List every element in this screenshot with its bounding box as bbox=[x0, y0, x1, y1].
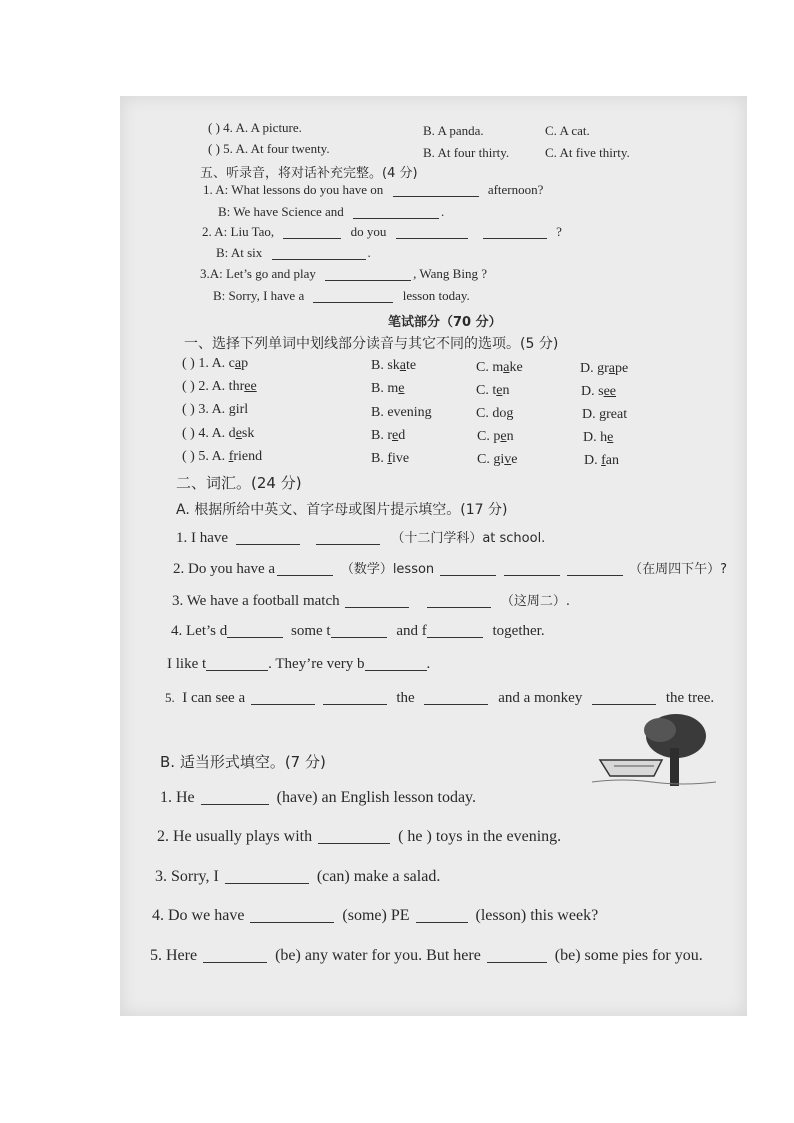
dialog-2a: 2. A: Liu Tao, do you ? bbox=[202, 224, 562, 239]
answer-blank[interactable] bbox=[487, 946, 547, 963]
part-b-q4: 4. Do we have (some) PE (lesson) this week? bbox=[152, 907, 599, 924]
answer-blank[interactable] bbox=[424, 689, 488, 705]
answer-blank[interactable] bbox=[283, 225, 341, 239]
choice-row-5: ( ) 5. A. At four twenty. bbox=[208, 141, 330, 156]
section-5-title: 五、听录音，将对话补充完整。(4 分) bbox=[200, 166, 418, 181]
phonics-c: C. dog bbox=[476, 406, 514, 421]
answer-blank[interactable] bbox=[396, 225, 468, 239]
answer-blank[interactable] bbox=[316, 529, 380, 545]
answer-blank[interactable] bbox=[250, 906, 334, 923]
part-a-q2: 2. Do you have a （数学）lesson （在周四下午）? bbox=[173, 561, 728, 577]
phonics-row: ( ) 3. A. girl bbox=[182, 402, 249, 417]
part-a-q4b: I like t . They’re very b . bbox=[167, 656, 431, 672]
answer-blank[interactable] bbox=[313, 289, 393, 303]
phonics-row: ( ) 1. A. cap bbox=[182, 356, 249, 371]
phonics-b: B. five bbox=[371, 451, 410, 466]
tree-crown-left bbox=[644, 718, 676, 742]
part-b-q1: 1. He (have) an English lesson today. bbox=[160, 789, 477, 806]
phonics-d: D. he bbox=[583, 430, 614, 445]
section-1-title: 一、选择下列单词中划线部分读音与其它不同的选项。(5 分) bbox=[184, 336, 559, 352]
phonics-d: D. grape bbox=[580, 361, 629, 376]
phonics-row: ( ) 2. A. three bbox=[182, 379, 257, 394]
dialog-2b: B: At six . bbox=[216, 245, 371, 260]
part-b-q2: 2. He usually plays with ( he ) toys in the evening. bbox=[157, 828, 562, 845]
phonics-c: C. make bbox=[476, 360, 523, 375]
phonics-c: C. ten bbox=[476, 383, 510, 398]
phonics-row: ( ) 4. A. desk bbox=[182, 426, 255, 441]
phonics-b: B. me bbox=[371, 381, 405, 396]
phonics-b: B. red bbox=[371, 428, 406, 443]
answer-blank[interactable] bbox=[592, 689, 656, 705]
part-b-q3: 3. Sorry, I (can) make a salad. bbox=[155, 868, 441, 885]
answer-blank[interactable] bbox=[201, 788, 269, 805]
part-a-q1: 1. I have （十二门学科）at school. bbox=[176, 530, 546, 546]
answer-blank[interactable] bbox=[416, 906, 468, 923]
phonics-c: C. pen bbox=[477, 429, 514, 444]
answer-blank[interactable] bbox=[365, 655, 427, 671]
phonics-d: D. great bbox=[582, 407, 628, 422]
phonics-row: ( ) 5. A. friend bbox=[182, 449, 263, 464]
boat-and-tree-picture bbox=[592, 708, 716, 788]
dialog-1a: 1. A: What lessons do you have on afternoon? bbox=[203, 182, 544, 197]
choice-4-b: B. A panda. bbox=[423, 123, 484, 138]
phonics-c: C. give bbox=[477, 452, 518, 467]
choice-row-4: ( ) 4. A. A picture. bbox=[208, 120, 302, 135]
choice-5-b: B. At four thirty. bbox=[423, 145, 510, 160]
answer-blank[interactable] bbox=[427, 622, 483, 638]
written-part-title: 笔试部分（70 分） bbox=[388, 315, 502, 330]
answer-blank[interactable] bbox=[225, 867, 309, 884]
answer-blank[interactable] bbox=[331, 622, 387, 638]
boat bbox=[600, 760, 662, 776]
answer-blank[interactable] bbox=[272, 246, 366, 260]
answer-blank[interactable] bbox=[483, 225, 547, 239]
part-a-q5: 5. I can see a the and a monkey the tree. bbox=[165, 690, 715, 706]
part-a-q3: 3. We have a football match （这周二）. bbox=[172, 593, 571, 609]
dialog-1b: B: We have Science and . bbox=[218, 204, 445, 219]
answer-blank[interactable] bbox=[277, 560, 333, 576]
answer-blank[interactable] bbox=[567, 560, 623, 576]
phonics-d: D. see bbox=[581, 384, 616, 399]
phonics-b: B. skate bbox=[371, 358, 417, 373]
answer-blank[interactable] bbox=[251, 689, 315, 705]
dialog-3a: 3.A: Let’s go and play , Wang Bing ? bbox=[200, 266, 487, 281]
exam-sheet bbox=[120, 96, 747, 1016]
answer-blank[interactable] bbox=[323, 689, 387, 705]
answer-blank[interactable] bbox=[353, 205, 439, 219]
phonics-d: D. fan bbox=[584, 453, 620, 468]
answer-blank[interactable] bbox=[393, 183, 479, 197]
answer-blank[interactable] bbox=[345, 592, 409, 608]
answer-blank[interactable] bbox=[206, 655, 268, 671]
tree-trunk bbox=[670, 748, 679, 786]
phonics-b: B. evening bbox=[371, 405, 432, 420]
answer-blank[interactable] bbox=[504, 560, 560, 576]
water-line bbox=[592, 780, 716, 784]
answer-blank[interactable] bbox=[318, 827, 390, 844]
answer-blank[interactable] bbox=[227, 622, 283, 638]
answer-blank[interactable] bbox=[440, 560, 496, 576]
choice-5-c: C. At five thirty. bbox=[545, 145, 630, 160]
answer-blank[interactable] bbox=[325, 267, 411, 281]
part-b-q5: 5. Here (be) any water for you. But here (be) some pies for you. bbox=[150, 947, 703, 964]
part-a-q4: 4. Let’s d some t and f together. bbox=[171, 623, 545, 639]
part-b-title: B. 适当形式填空。(7 分) bbox=[160, 753, 326, 771]
section-2-title: 二、词汇。(24 分) bbox=[176, 474, 302, 492]
part-a-title: A. 根据所给中英文、首字母或图片提示填空。(17 分) bbox=[176, 502, 508, 518]
dialog-3b: B: Sorry, I have a lesson today. bbox=[213, 288, 470, 303]
answer-blank[interactable] bbox=[427, 592, 491, 608]
choice-4-c: C. A cat. bbox=[545, 123, 590, 138]
answer-blank[interactable] bbox=[236, 529, 300, 545]
answer-blank[interactable] bbox=[203, 946, 267, 963]
